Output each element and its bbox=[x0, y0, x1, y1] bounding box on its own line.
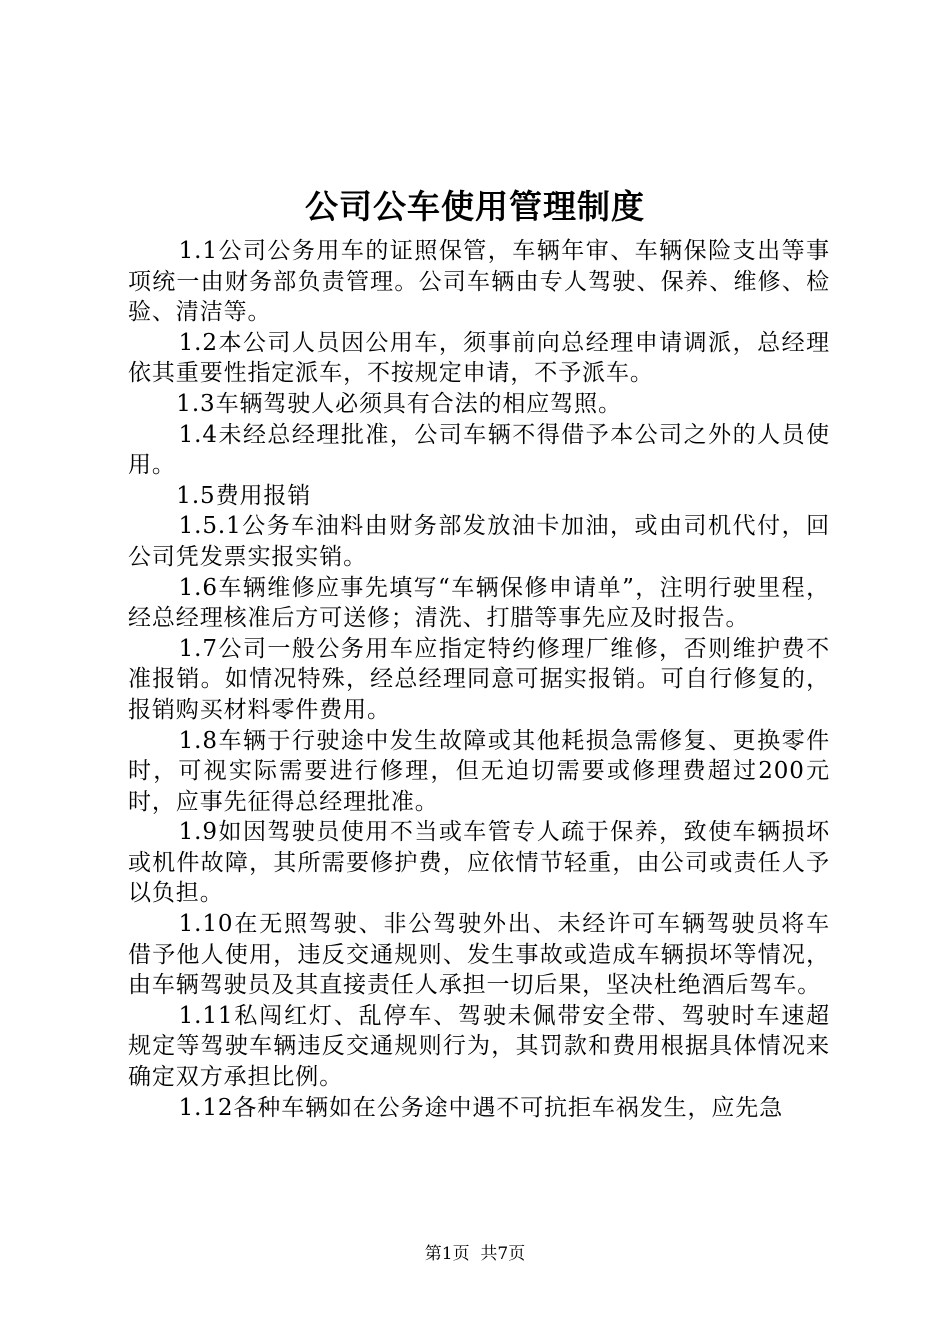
paragraph-1-1: 1.1公司公务用车的证照保管，车辆年审、车辆保险支出等事项统一由财务部负责管理。公司车辆由专人驾驶、保养、维修、检验、清洁等。 bbox=[128, 238, 830, 326]
page-footer bbox=[0, 1243, 950, 1265]
document-body bbox=[128, 236, 830, 1123]
paragraph-1-4: 1.4未经总经理批准，公司车辆不得借予本公司之外的人员使用。 bbox=[128, 421, 830, 479]
paragraph-1-12: 1.12各种车辆如在公务途中遇不可抗拒车祸发生，应先急 bbox=[178, 1094, 784, 1121]
paragraph-1-8: 1.8车辆于行驶途中发生故障或其他耗损急需修复、更换零件时，可视实际需要进行修理，但无迫切需要或修理费超过200元时，应事先征得总经理批准。 bbox=[128, 727, 830, 815]
paragraph-1-2: 1.2本公司人员因公用车，须事前向总经理申请调派，总经理依其重要性指定派车，不按规定申请，不予派车。 bbox=[128, 329, 830, 387]
paragraph-1-6: 1.6车辆维修应事先填写“车辆保修申请单”，注明行驶里程，经总经理核准后方可送修；清洗、打腊等事先应及时报告。 bbox=[128, 574, 830, 632]
paragraph-1-9: 1.9如因驾驶员使用不当或车管专人疏于保养，致使车辆损坏或机件故障，其所需要修护费，应依情节轻重，由公司或责任人予以负担。 bbox=[128, 819, 830, 907]
paragraph-1-3: 1.3车辆驾驶人必须具有合法的相应驾照。 bbox=[176, 390, 622, 417]
page-title: 公司公车使用管理制度 bbox=[305, 187, 645, 226]
paragraph-1-11: 1.11私闯红灯、乱停车、驾驶未佩带安全带、驾驶时车速超规定等驾驶车辆违反交通规则行为，其罚款和费用根据具体情况来确定双方承担比例。 bbox=[128, 1002, 830, 1091]
paragraph-1-7: 1.7公司一般公务用车应指定特约修理厂维修，否则维护费不准报销。如情况特殊，经总经理同意可据实报销。可自行修复的，报销购买材料零件费用。 bbox=[128, 635, 830, 723]
paragraph-1-10: 1.10在无照驾驶、非公驾驶外出、未经许可车辆驾驶员将车借予他人使用，违反交通规则、发生事故或造成车辆损坏等情况，由车辆驾驶员及其直接责任人承担一切后果，坚决杜绝酒后驾车。 bbox=[128, 911, 830, 999]
page-number-label: 第1页 共7页 bbox=[424, 1244, 526, 1264]
paragraph-1-5: 1.5费用报销 bbox=[176, 482, 312, 509]
paragraph-1-5-1: 1.5.1公务车油料由财务部发放油卡加油，或由司机代付，回公司凭发票实报实销。 bbox=[128, 513, 830, 570]
